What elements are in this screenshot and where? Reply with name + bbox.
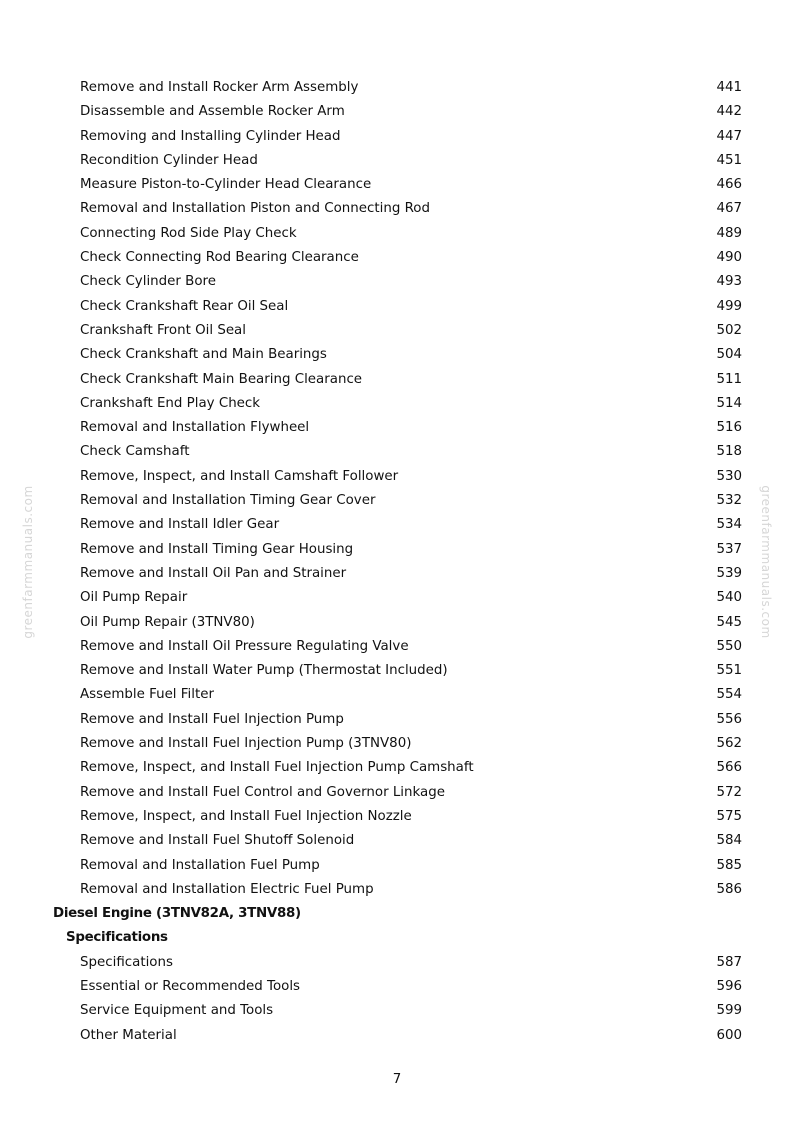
toc-entry-label: Crankshaft End Play Check — [80, 395, 261, 411]
toc-entry-label: Removal and Installation Timing Gear Cover — [80, 493, 376, 509]
toc-entry[interactable] — [0, 829, 794, 853]
toc-entry-page: 554 — [716, 687, 742, 703]
toc-entry[interactable] — [0, 805, 794, 829]
toc-entry-page: 490 — [716, 250, 742, 266]
toc-entry[interactable] — [0, 975, 794, 999]
toc-entry[interactable] — [0, 465, 794, 489]
toc-entry-label: Diesel Engine (3TNV82A, 3TNV88) — [53, 906, 301, 922]
toc-entry-label: Check Cylinder Bore — [80, 274, 216, 290]
toc-entry-label: Specifications — [66, 930, 168, 946]
page-number: 7 — [392, 1072, 402, 1087]
toc-entry-page: 441 — [716, 80, 742, 95]
toc-entry-label: Removal and Installation Fuel Pump — [80, 857, 320, 873]
toc-entry-label: Disassemble and Assemble Rocker Arm — [80, 104, 345, 120]
toc-entry-page: 545 — [716, 614, 742, 630]
toc-entry-page: 587 — [716, 954, 742, 970]
toc-entry[interactable] — [0, 246, 794, 270]
toc-entry-label: Oil Pump Repair — [80, 590, 188, 606]
toc-entry-page: 502 — [716, 322, 742, 338]
toc-entry-page: 518 — [716, 444, 742, 460]
toc-entry[interactable] — [0, 1024, 794, 1048]
toc-entry[interactable] — [0, 343, 794, 367]
toc-entry-page: 530 — [716, 468, 742, 484]
toc-entry-label: Check Crankshaft Rear Oil Seal — [80, 298, 289, 314]
toc-entry-label: Remove and Install Rocker Arm Assembly — [80, 80, 359, 95]
toc-entry[interactable] — [0, 270, 794, 294]
toc-entry-label: Remove, Inspect, and Install Camshaft Follower — [80, 468, 399, 484]
toc-entry[interactable] — [0, 562, 794, 586]
toc-entry-label: Remove and Install Fuel Shutoff Solenoid — [80, 833, 355, 849]
toc-entry[interactable] — [0, 854, 794, 878]
toc-entry-page: 550 — [716, 638, 742, 654]
toc-entry-page: 600 — [716, 1027, 742, 1043]
toc-entry[interactable] — [0, 197, 794, 221]
toc-entry-label: Removal and Installation Flywheel — [80, 420, 310, 436]
toc-entry-label: Removal and Installation Piston and Connecting Rod — [80, 201, 430, 217]
toc-entry-page: 537 — [716, 541, 742, 557]
toc-entry-page: 575 — [716, 808, 742, 824]
toc-entry-page: 539 — [716, 565, 742, 581]
toc-entry-label: Remove and Install Timing Gear Housing — [80, 541, 354, 557]
toc-entry-page: 572 — [716, 784, 742, 800]
toc-entry-page: 599 — [716, 1003, 742, 1019]
toc-entry-label: Other Material — [80, 1027, 177, 1043]
toc-entry-page: 467 — [716, 201, 742, 217]
toc-entry-label: Measure Piston-to-Cylinder Head Clearance — [80, 177, 372, 193]
toc-entry-page: 585 — [716, 857, 742, 873]
toc-entry-label: Remove, Inspect, and Install Fuel Injection Pump Camshaft — [80, 760, 474, 776]
toc-entry[interactable] — [0, 635, 794, 659]
watermark-right: greenfarmmanuals.com — [759, 485, 773, 639]
toc-entry-page: 499 — [716, 298, 742, 314]
toc-entry[interactable] — [0, 125, 794, 149]
toc-entry[interactable] — [0, 173, 794, 197]
toc-entry[interactable] — [0, 951, 794, 975]
toc-entry-page: 556 — [716, 711, 742, 727]
toc-entry-label: Connecting Rod Side Play Check — [80, 225, 297, 241]
toc-entry[interactable] — [0, 586, 794, 610]
toc-entry-page: 489 — [716, 225, 742, 241]
toc-entry-label: Remove and Install Water Pump (Thermostat Included) — [80, 663, 448, 679]
toc-entry-page: 511 — [716, 371, 742, 387]
toc-entry[interactable] — [0, 489, 794, 513]
toc-entry-page: 596 — [716, 978, 742, 994]
toc-entry-page: 442 — [716, 104, 742, 120]
toc-entry-label: Essential or Recommended Tools — [80, 978, 301, 994]
toc-entry-label: Removal and Installation Electric Fuel Pump — [80, 881, 374, 897]
toc-entry[interactable] — [0, 392, 794, 416]
toc-entry-label: Specifications — [80, 954, 173, 970]
toc-entry[interactable] — [0, 368, 794, 392]
toc-entry-label: Check Crankshaft Main Bearing Clearance — [80, 371, 363, 387]
toc-entry-page: 514 — [716, 395, 742, 411]
toc-entry-label: Crankshaft Front Oil Seal — [80, 322, 246, 338]
table-of-contents — [0, 76, 794, 1048]
toc-entry[interactable] — [0, 878, 794, 902]
toc-entry[interactable] — [0, 732, 794, 756]
toc-entry-page: 540 — [716, 590, 742, 606]
toc-entry-page: 566 — [716, 760, 742, 776]
toc-entry-page: 532 — [716, 493, 742, 509]
toc-entry-page: 504 — [716, 347, 742, 363]
toc-entry-label: Remove and Install Fuel Control and Governor Linkage — [80, 784, 445, 800]
toc-entry[interactable] — [0, 149, 794, 173]
toc-entry-label: Check Connecting Rod Bearing Clearance — [80, 250, 359, 266]
toc-entry-page: 562 — [716, 736, 742, 752]
toc-entry-label: Remove and Install Fuel Injection Pump — [80, 711, 344, 727]
toc-entry[interactable] — [0, 416, 794, 440]
toc-entry-page: 534 — [716, 517, 742, 533]
toc-entry[interactable] — [0, 781, 794, 805]
toc-entry[interactable] — [0, 440, 794, 464]
toc-entry-label: Remove and Install Oil Pan and Strainer — [80, 565, 347, 581]
watermark-left: greenfarmmanuals.com — [21, 485, 35, 639]
toc-entry-page: 586 — [716, 881, 742, 897]
toc-entry-label: Recondition Cylinder Head — [80, 152, 258, 168]
toc-entry-label: Remove and Install Oil Pressure Regulating Valve — [80, 638, 409, 654]
toc-entry[interactable] — [0, 756, 794, 780]
toc-entry-label: Check Camshaft — [80, 444, 190, 460]
toc-entry-page: 516 — [716, 420, 742, 436]
toc-entry-label: Remove and Install Fuel Injection Pump (3TNV80) — [80, 736, 412, 752]
toc-entry[interactable] — [0, 222, 794, 246]
toc-entry-label: Check Crankshaft and Main Bearings — [80, 347, 327, 363]
toc-entry[interactable] — [0, 683, 794, 707]
toc-entry[interactable] — [0, 319, 794, 343]
toc-entry-label: Remove and Install Idler Gear — [80, 517, 280, 533]
toc-entry[interactable] — [0, 538, 794, 562]
toc-entry-page: 551 — [716, 663, 742, 679]
toc-entry-page: 584 — [716, 833, 742, 849]
toc-entry-page: 466 — [716, 177, 742, 193]
toc-entry[interactable] — [0, 100, 794, 124]
toc-entry[interactable] — [0, 659, 794, 683]
toc-entry-page: 447 — [716, 128, 742, 144]
toc-entry[interactable] — [0, 708, 794, 732]
toc-entry-page: 451 — [716, 152, 742, 168]
toc-entry[interactable] — [0, 76, 794, 100]
toc-entry[interactable] — [0, 611, 794, 635]
toc-heading — [0, 926, 794, 950]
toc-entry-label: Remove, Inspect, and Install Fuel Injection Nozzle — [80, 808, 412, 824]
toc-entry-label: Removing and Installing Cylinder Head — [80, 128, 341, 144]
toc-entry[interactable] — [0, 513, 794, 537]
toc-entry[interactable] — [0, 295, 794, 319]
toc-entry-page: 493 — [716, 274, 742, 290]
toc-entry-label: Oil Pump Repair (3TNV80) — [80, 614, 255, 630]
toc-heading — [0, 902, 794, 926]
toc-entry-label: Assemble Fuel Filter — [80, 687, 214, 703]
toc-entry-label: Service Equipment and Tools — [80, 1003, 274, 1019]
toc-entry[interactable] — [0, 999, 794, 1023]
